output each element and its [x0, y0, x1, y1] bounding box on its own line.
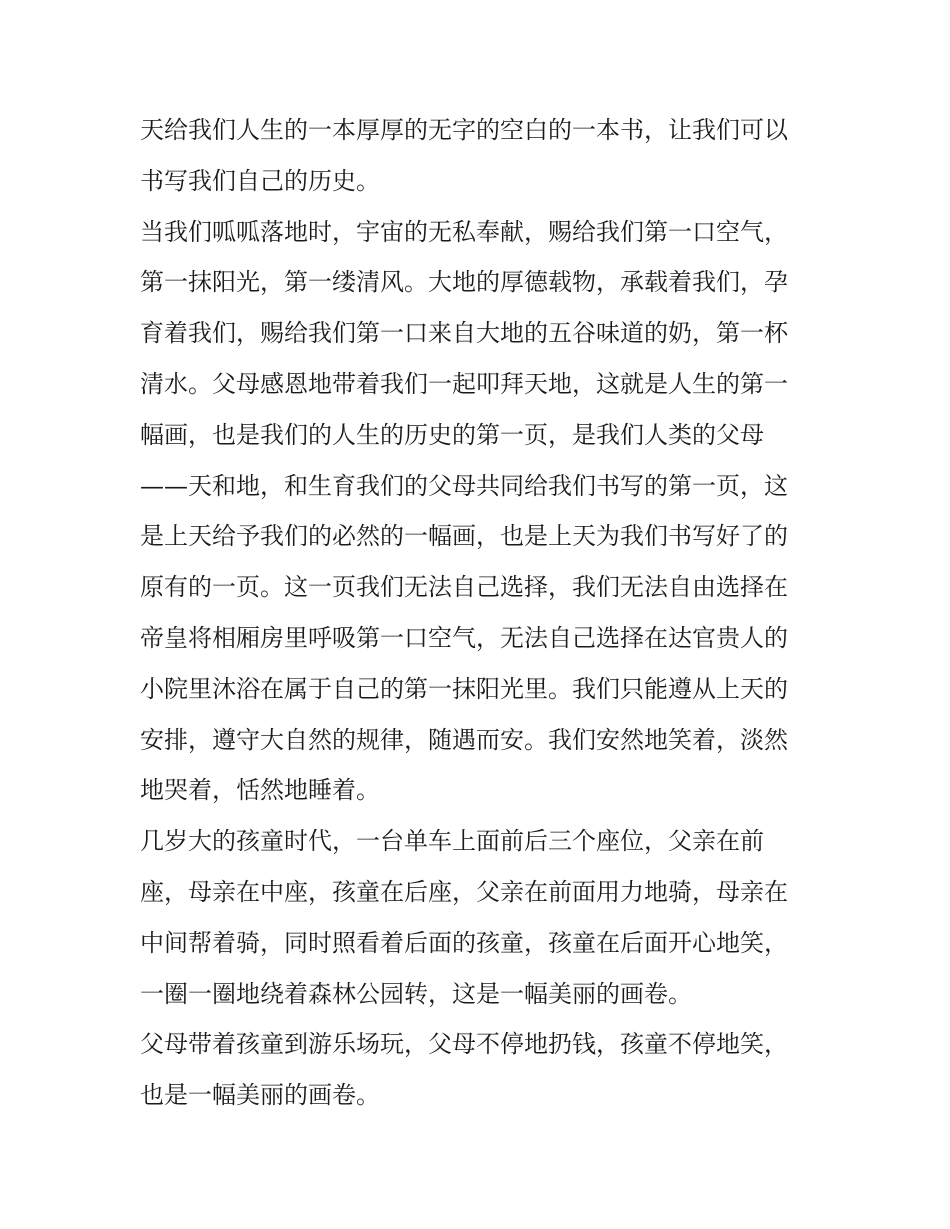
- text-line: 清水。父母感恩地带着我们一起叩拜天地，这就是人生的第一: [140, 369, 788, 398]
- text-line: 地哭着，恬然地睡着。: [140, 776, 380, 805]
- text-line: 座，母亲在中座，孩童在后座，父亲在前面用力地骑，母亲在: [140, 877, 788, 906]
- text-line: 是上天给予我们的必然的一幅画，也是上天为我们书写好了的: [140, 522, 788, 551]
- text-line: 中间帮着骑，同时照看着后面的孩童，孩童在后面开心地笑，: [140, 928, 788, 957]
- text-line: 小院里沐浴在属于自己的第一抹阳光里。我们只能遵从上天的: [140, 674, 788, 703]
- text-line: 帝皇将相厢房里呼吸第一口空气，无法自己选择在达官贵人的: [140, 623, 788, 652]
- text-line: 第一抹阳光，第一缕清风。大地的厚德载物，承载着我们，孕: [140, 268, 788, 297]
- text-line: 当我们呱呱落地时，宇宙的无私奉献，赐给我们第一口空气，: [140, 217, 788, 246]
- text-line: 原有的一页。这一页我们无法自己选择，我们无法自由选择在: [140, 573, 788, 602]
- text-line: 一圈一圈地绕着森林公园转，这是一幅美丽的画卷。: [140, 979, 692, 1008]
- text-line: 父母带着孩童到游乐场玩，父母不停地扔钱，孩童不停地笑，: [140, 1030, 788, 1059]
- text-line: 育着我们，赐给我们第一口来自大地的五谷味道的奶，第一杯: [140, 319, 788, 348]
- document-body: [140, 105, 820, 1121]
- text-line: 天给我们人生的一本厚厚的无字的空白的一本书，让我们可以: [140, 116, 788, 144]
- text-line: 也是一幅美丽的画卷。: [140, 1081, 380, 1110]
- text-line: 书写我们自己的历史。: [140, 166, 380, 195]
- text-line: ——天和地，和生育我们的父母共同给我们书写的第一页，这: [140, 471, 788, 500]
- text-line: 几岁大的孩童时代，一台单车上面前后三个座位，父亲在前: [140, 827, 764, 856]
- text-line: 幅画，也是我们的人生的历史的第一页，是我们人类的父母: [140, 420, 764, 449]
- text-line: 安排，遵守大自然的规律，随遇而安。我们安然地笑着，淡然: [140, 725, 788, 754]
